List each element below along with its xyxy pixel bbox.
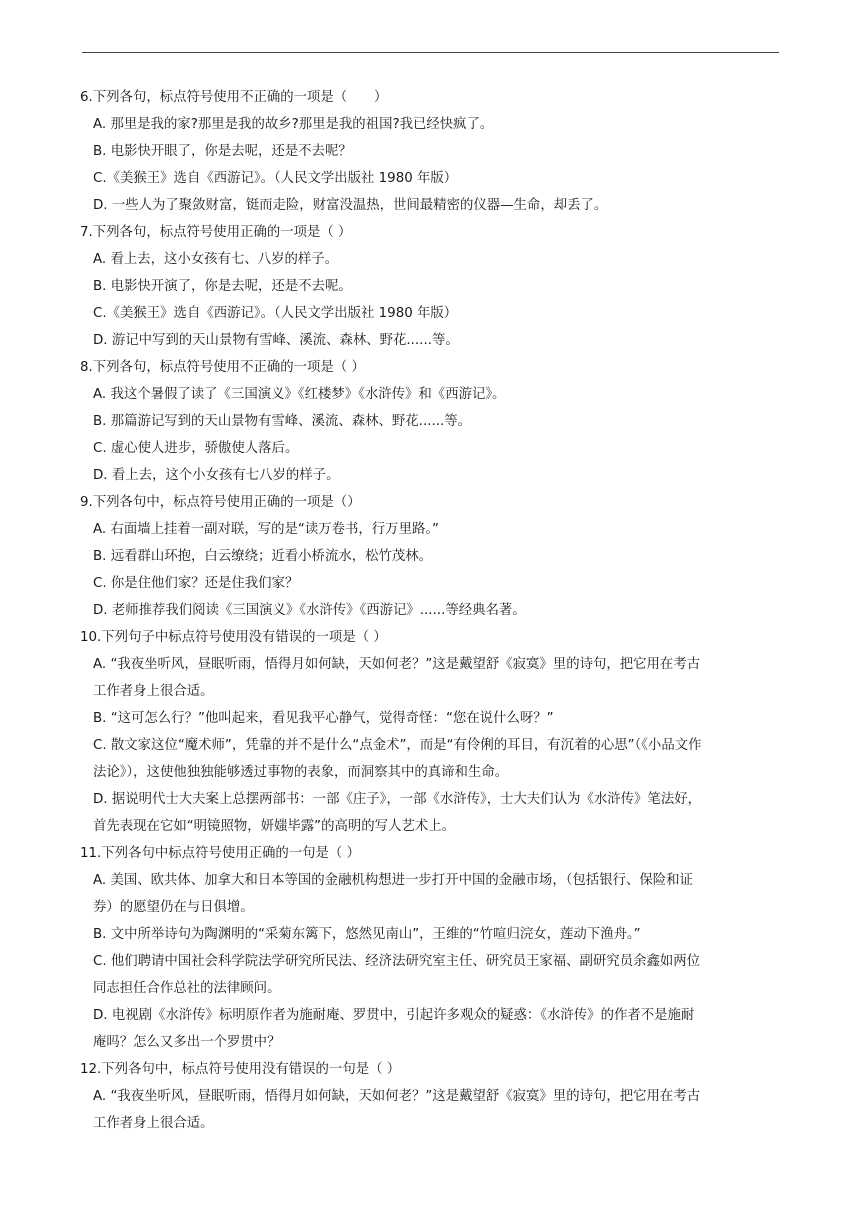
answer-option: D. 据说明代士大夫案上总摆两部书：一部《庄子》，一部《水浒传》，士大夫们认为《水浒传》笔法好， bbox=[93, 792, 701, 807]
answer-option-continuation: 工作者身上很合适。 bbox=[93, 1116, 214, 1131]
question-stem: 9.下列各句中，标点符号使用正确的一项是（） bbox=[80, 495, 361, 510]
answer-option: B. 那篇游记写到的天山景物有雪峰、溪流、森林、野花......等。 bbox=[93, 414, 472, 429]
answer-option: C.《美猴王》选自《西游记》。（人民文学出版社 1980 年版） bbox=[93, 171, 458, 186]
answer-option-continuation: 券）的愿望仍在与日俱增。 bbox=[93, 900, 254, 915]
answer-option: A. 右面墙上挂着一副对联，写的是“读万卷书，行万里路。” bbox=[93, 522, 439, 537]
answer-option-continuation: 庵吗？怎么又多出一个罗贯中？ bbox=[93, 1035, 281, 1050]
answer-option: D. 看上去，这个小女孩有七八岁的样子。 bbox=[93, 468, 340, 483]
question-stem: 10.下列句子中标点符号使用没有错误的一项是（ ） bbox=[80, 630, 387, 645]
question-stem: 11.下列各句中标点符号使用正确的一句是（ ） bbox=[80, 846, 360, 861]
answer-option: C. 你是住他们家？还是住我们家？ bbox=[93, 576, 299, 591]
answer-option: C.《美猴王》选自《西游记》。（人民文学出版社 1980 年版） bbox=[93, 306, 458, 321]
answer-option: D. 一些人为了聚敛财富，铤而走险，财富没温热，世间最精密的仪器—生命，却丢了。 bbox=[93, 198, 608, 213]
answer-option-continuation: 首先表现在它如“明镜照物，妍媸毕露”的高明的写人艺术上。 bbox=[93, 819, 456, 834]
answer-option: A. 我这个暑假了读了《三国演义》《红楼梦》《水浒传》和《西游记》。 bbox=[93, 387, 506, 402]
answer-option: A. 那里是我的家?那里是我的故乡?那里是我的祖国?我已经快疯了。 bbox=[93, 117, 494, 132]
answer-option: C. 他们聘请中国社会科学院法学研究所民法、经济法研究室主任、研究员王家福、副研究员余鑫如两位 bbox=[93, 954, 701, 969]
answer-option: C. 虚心使人进步，骄傲使人落后。 bbox=[93, 441, 299, 456]
question-stem: 8.下列各句，标点符号使用不正确的一项是（ ） bbox=[80, 360, 365, 375]
answer-option: D. 老师推荐我们阅读《三国演义》《水浒传》《西游记》......等经典名著。 bbox=[93, 603, 526, 618]
answer-option-continuation: 同志担任合作总社的法律顾问。 bbox=[93, 981, 281, 996]
answer-option: B. 文中所举诗句为陶渊明的“采菊东篱下，悠然见南山”，王维的“竹喧归浣女，莲动下渔舟。” bbox=[93, 927, 641, 942]
answer-option: A. 美国、欧共体、加拿大和日本等国的金融机构想进一步打开中国的金融市场，（包括银行、保险和证 bbox=[93, 873, 693, 888]
answer-option-continuation: 工作者身上很合适。 bbox=[93, 684, 214, 699]
question-stem: 12.下列各句中，标点符号使用没有错误的一句是（ ） bbox=[80, 1062, 401, 1077]
answer-option-continuation: 法论》），这使他独独能够透过事物的表象，而洞察其中的真谛和生命。 bbox=[93, 765, 509, 780]
header-rule bbox=[82, 52, 779, 53]
answer-option: B. 远看群山环抱，白云缭绕；近看小桥流水，松竹茂林。 bbox=[93, 549, 433, 564]
question-stem: 7.下列各句，标点符号使用正确的一项是（ ） bbox=[80, 225, 352, 240]
answer-option: D. 游记中写到的天山景物有雪峰、溪流、森林、野花......等。 bbox=[93, 333, 459, 348]
answer-option: B. 电影快开眼了，你是去呢，还是不去呢？ bbox=[93, 144, 352, 159]
question-list bbox=[80, 84, 780, 1137]
answer-option: B. 电影快开演了，你是去呢，还是不去呢。 bbox=[93, 279, 352, 294]
answer-option: A. “我夜坐听风，昼眠听雨，悟得月如何缺，天如何老？”这是戴望舒《寂寞》里的诗句，把它用在考古 bbox=[93, 1089, 701, 1104]
answer-option: B. “这可怎么行？”他叫起来，看见我平心静气，觉得奇怪：“您在说什么呀？” bbox=[93, 711, 554, 726]
question-stem: 6.下列各句，标点符号使用不正确的一项是（ ） bbox=[80, 90, 388, 105]
answer-option: D. 电视剧《水浒传》标明原作者为施耐庵、罗贯中，引起许多观众的疑惑：《水浒传》的作者不是施耐 bbox=[93, 1008, 695, 1023]
answer-option: A. 看上去，这小女孩有七、八岁的样子。 bbox=[93, 252, 339, 267]
answer-option: C. 散文家这位“魔术师”，凭靠的并不是什么“点金术”，而是“有伶俐的耳目，有沉着的心思”（《小品文作 bbox=[93, 738, 702, 753]
answer-option: A. “我夜坐听风，昼眠听雨，悟得月如何缺，天如何老？”这是戴望舒《寂寞》里的诗句，把它用在考古 bbox=[93, 657, 701, 672]
